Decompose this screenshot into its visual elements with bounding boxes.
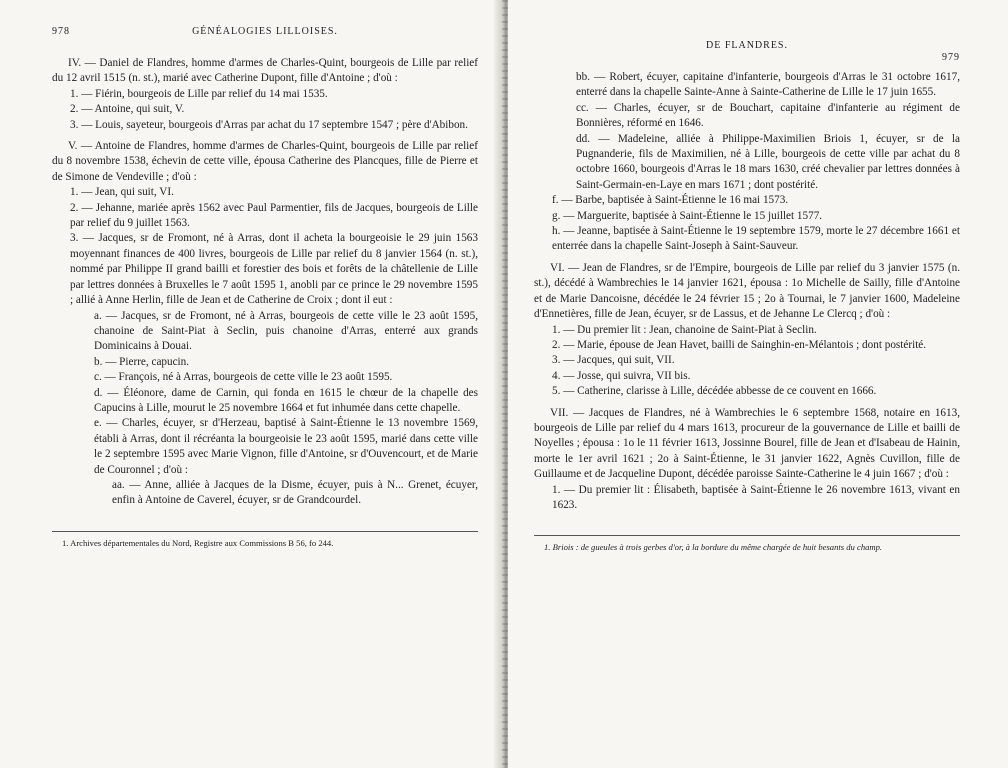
left-page xyxy=(0,0,500,768)
list-item: 1. — Du premier lit : Jean, chanoine de Saint-Piat à Seclin. xyxy=(552,323,817,336)
right-page xyxy=(508,0,1008,768)
list-item: c. — François, né à Arras, bourgeois de cette ville le 23 août 1595. xyxy=(94,371,393,384)
list-item: 3. — Jacques, qui suit, VII. xyxy=(552,354,675,367)
left-footnote: 1. Archives départementales du Nord, Registre aux Commissions B 56, fo 244. xyxy=(62,537,334,548)
list-item: 2. — Marie, épouse de Jean Havet, bailli de Sainghin-en-Mélantois ; dont postérité. xyxy=(552,338,927,351)
right-footnote: 1. Briois : de gueules à trois gerbes d'or, à la bordure du même chargée de huit besants du champ. xyxy=(544,542,883,553)
list-item: aa. — Anne, alliée à Jacques de la Disme, écuyer, puis à N... Grenet, écuyer, enfin à Antoine de Caverel, écuyer, sr de Grandcourdel. xyxy=(112,478,478,507)
list-item: a. — Jacques, sr de Fromont, né à Arras, bourgeois de cette ville le 23 août 1595, chanoine de Saint-Piat à Seclin, puis chanoine d'Arras, enterré aux grands Dominicains à Douai. xyxy=(94,309,478,353)
right-running-title: DE FLANDRES. xyxy=(705,40,788,51)
list-item: 4. — Josse, qui suivra, VII bis. xyxy=(552,369,691,382)
paragraph-v: V. — Antoine de Flandres, homme d'armes de Charles-Quint, bourgeois de Lille par relief du 8 novembre 1538, échevin de cette ville, épousa Catherine des Plancques, fille de Pierre et de Simone de Vendeville ; d'où : xyxy=(52,140,478,183)
list-item: b. — Pierre, capucin. xyxy=(94,355,190,368)
list-item: e. — Charles, écuyer, sr d'Herzeau, baptisé à Saint-Étienne le 13 novembre 1569, établi à Arras, dont il récréanta la bourgeoisie le 23 août 1595, marié dans cette ville le 2 septembre 1595 avec Marie Vignon, fille d'Antoine, sr d'Ouvencourt, et de Marie de Couronnel ; d'où : xyxy=(94,417,478,476)
list-item: 1. — Jean, qui suit, VI. xyxy=(70,186,174,199)
list-item: 1. — Fiérin, bourgeois de Lille par relief du 14 mai 1535. xyxy=(70,87,328,100)
list-item: g. — Marguerite, baptisée à Saint-Étienne le 15 juillet 1577. xyxy=(552,209,823,222)
footnote-divider xyxy=(52,531,478,532)
paragraph-vii: VII. — Jacques de Flandres, né à Wambrechies le 6 septembre 1568, notaire en 1613, bourgeois de Lille par relief du 4 mars 1613, procureur de la gouvernance de Lille et bailli de Noyelles ; épousa : 1o le 11 février 1613, Jossinne Bourel, fille de Jean et d'Isabeau de Hainin, morte le 1er avril 1621 ; 2o à Saint-Étienne, le 31 janvier 1622, Agnès Cuvillon, fille de Guillaume et de Jacqueline Dupont, décédée paroisse Sainte-Catherine le 4 juin 1667 ; d'où : xyxy=(534,406,960,481)
list-item: 3. — Louis, sayeteur, bourgeois d'Arras par achat du 17 septembre 1547 ; père d'Abibon. xyxy=(70,118,468,131)
list-item: 2. — Antoine, qui suit, V. xyxy=(70,103,185,116)
footnote-divider xyxy=(534,535,960,536)
left-running-title: GÉNÉALOGIES LILLOISES. xyxy=(192,26,338,37)
left-running-head xyxy=(52,26,478,44)
list-item: h. — Jeanne, baptisée à Saint-Étienne le 19 septembre 1579, morte le 27 décembre 1661 et enterrée dans la chapelle Saint-Joseph à Saint-Sauveur. xyxy=(552,225,960,253)
list-item: f. — Barbe, baptisée à Saint-Étienne le 16 mai 1573. xyxy=(552,194,789,207)
list-item: d. — Éléonore, dame de Carnin, qui fonda en 1615 le chœur de la chapelle des Capucins à Lille, mourut le 25 novembre 1664 et fut inhumée dans cette chapelle. xyxy=(94,386,478,414)
paragraph-vi: VI. — Jean de Flandres, sr de l'Empire, bourgeois de Lille par relief du 3 janvier 1575 (n. st.), décédé à Wambrechies le 14 janvier 1621, épousa : 1o Michelle de Sailly, fille d'Antoine et de Marie Dancoisne, décédée le 24 février 15 ; 2o à Tournai, le 7 janvier 1600, Madeleine d'Ennetières, fille de Jean, écuyer, sr de Lassus, et de Jehanne Le Clercq ; d'où : xyxy=(534,261,960,321)
right-page-number: 979 xyxy=(942,52,960,63)
paragraph-iv: IV. — Daniel de Flandres, homme d'armes de Charles-Quint, bourgeois de Lille par relief du 12 avril 1515 (n. st.), marié avec Catherine Dupont, fille d'Antoine ; d'où : xyxy=(52,57,478,85)
list-item: 3. — Jacques, sr de Fromont, né à Arras, dont il acheta la bourgeoisie le 29 juin 1563 moyennant finances de 400 livres, bourgeois de Lille par relief du 8 janvier 1564 (n. st.), nommé par Philippe II grand bailli et forestier des bois et forêts de la châtellenie de Lille par lettres données à Bruxelles le 7 août 1595 1, anobli par ce prince le 29 novembre 1595 ; allié à Anne Herlin, fille de Jean et de Catherine de Croix ; dont il eut : xyxy=(70,232,478,307)
left-page-number: 978 xyxy=(52,26,70,37)
list-item: dd. — Madeleine, alliée à Philippe-Maximilien Briois 1, écuyer, sr de la Pugnanderie, fils de Maximilien, né à Lille, bourgeois de cette ville par achat du 8 octobre 1660, bourgeois d'Arras le 18 mars 1630, créé chevalier par lettres données à Saint-Germain-en-Laye en mars 1671 ; dont postérité. xyxy=(576,132,960,191)
list-item: 1. — Du premier lit : Élisabeth, baptisée à Saint-Étienne le 26 novembre 1613, vivant en 1623. xyxy=(552,483,960,511)
list-item: bb. — Robert, écuyer, capitaine d'infanterie, bourgeois d'Arras le 31 octobre 1617, enterré dans la chapelle Sainte-Anne à Sainte-Catherine de Lille le 17 juin 1655. xyxy=(576,71,960,99)
list-item: cc. — Charles, écuyer, sr de Bouchart, capitaine d'infanterie au régiment de Bonnières, réformé en 1646. xyxy=(576,101,960,130)
list-item: 5. — Catherine, clarisse à Lille, décédée abbesse de ce couvent en 1666. xyxy=(552,385,877,398)
list-item: 2. — Jehanne, mariée après 1562 avec Paul Parmentier, fils de Jacques, bourgeois de Lille par relief du 9 juillet 1563. xyxy=(70,201,478,230)
right-running-head xyxy=(534,40,960,63)
